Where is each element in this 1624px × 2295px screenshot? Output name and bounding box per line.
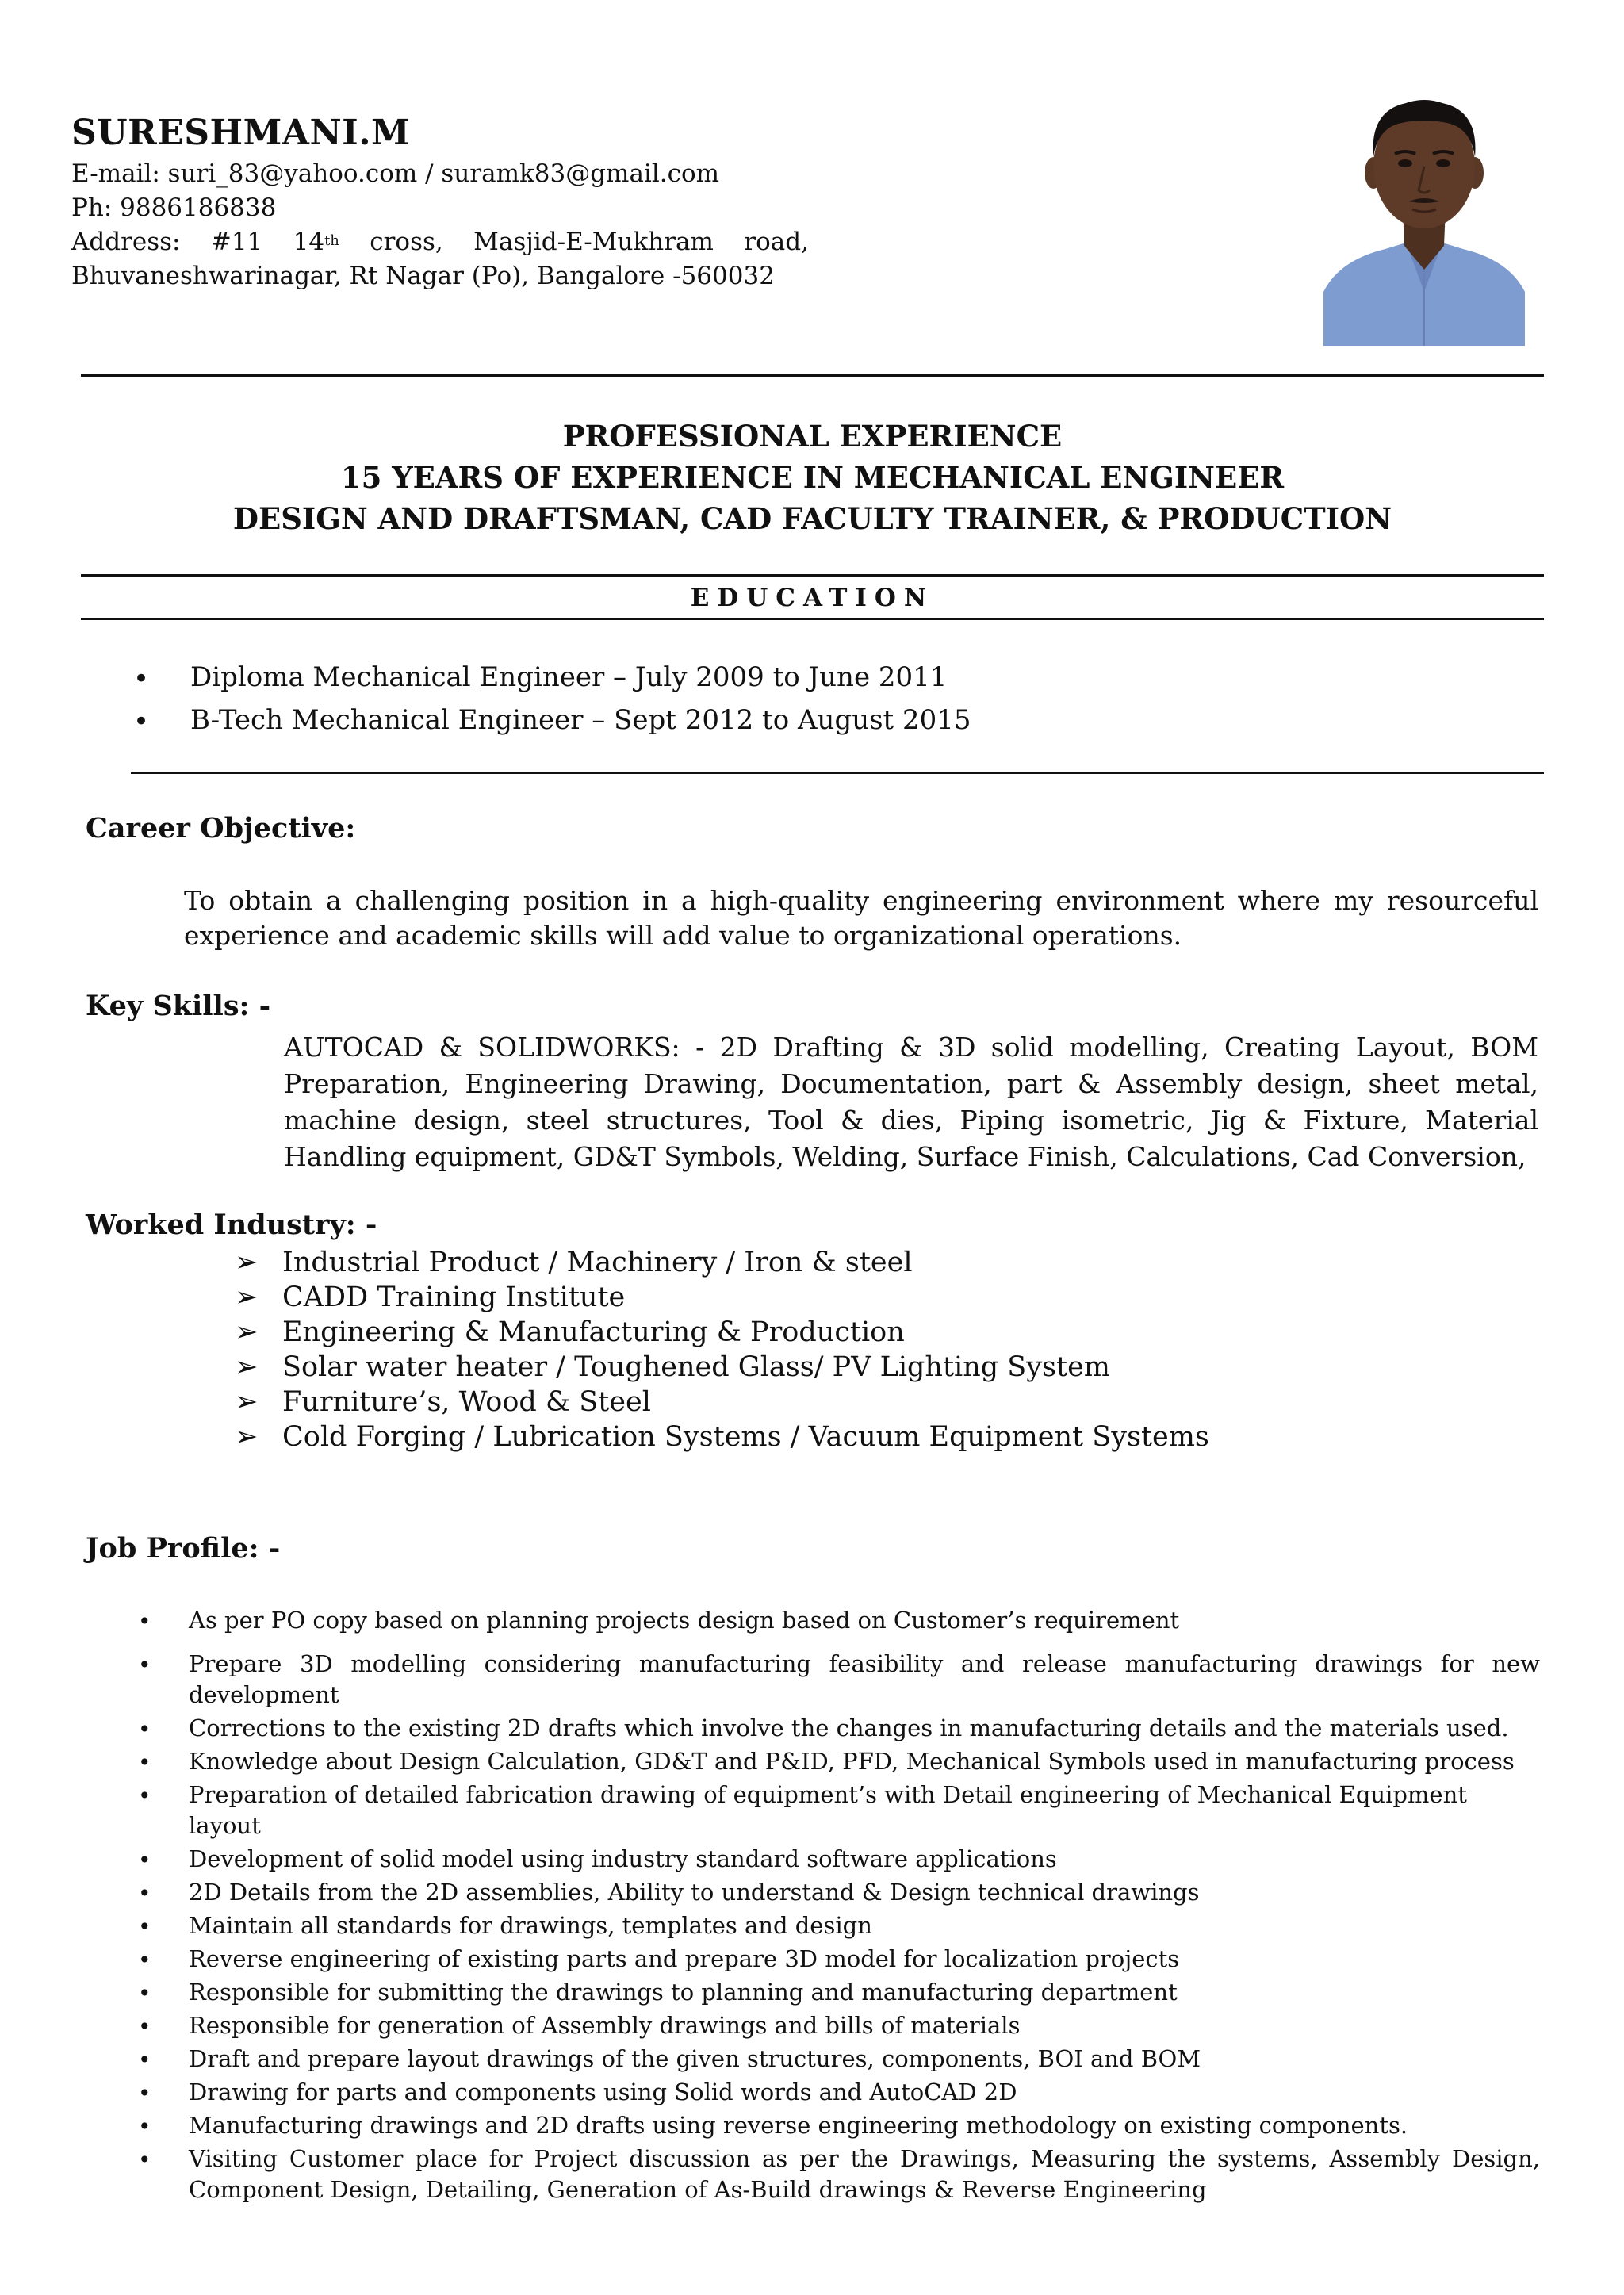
bullet-icon: • (138, 1608, 151, 1634)
career-objective-text: To obtain a challenging position in a high-quality engineering environment where my resourceful experience and academic skills will add value to organizational operations. (184, 885, 1538, 951)
job-item-text: Drawing for parts and components using Solid words and AutoCAD 2D (189, 2079, 1017, 2105)
industry-item-text: Solar water heater / Toughened Glass/ PV Lighting System (282, 1351, 1110, 1383)
email-line: E-mail: suri_83@yahoo.com / suramk83@gmail.com (71, 159, 720, 188)
bullet-icon: • (138, 1652, 151, 1678)
job-item (138, 2144, 1540, 2205)
bullet-icon: • (138, 1914, 151, 1940)
job-item (138, 2110, 1540, 2141)
bullet-icon: • (138, 2047, 151, 2073)
job-item-text: 2D Details from the 2D assemblies, Ability to understand & Design technical drawings (189, 1879, 1200, 1906)
job-item (138, 1649, 1540, 1711)
job-item-text: Visiting Customer place for Project discussion as per the Drawings, Measuring the systems, Assembly Design, Component Design, Detailing, Generation of As-Build drawings & Reverse Engineering (189, 2145, 1540, 2203)
bullet-icon: • (138, 1880, 151, 1906)
career-objective-heading: Career Objective: (86, 812, 356, 845)
arrow-bullet-icon: ➢ (235, 1282, 259, 1313)
worked-industry-heading: Worked Industry: - (86, 1209, 377, 1241)
address-road-word: road, (744, 228, 809, 256)
arrow-bullet-icon: ➢ (235, 1316, 259, 1348)
education-item-text: B-Tech Mechanical Engineer – Sept 2012 to August 2015 (190, 704, 971, 736)
arrow-bullet-icon: ➢ (235, 1351, 259, 1383)
bullet-icon: • (138, 2147, 151, 2173)
address-cross-word: cross, (370, 228, 443, 256)
industry-item-text: Engineering & Manufacturing & Production (282, 1316, 905, 1348)
bullet-icon: • (133, 706, 150, 738)
job-item-text: Responsible for submitting the drawings to planning and manufacturing department (189, 1979, 1178, 2006)
education-top-divider (81, 574, 1544, 577)
job-item (138, 1780, 1540, 1841)
address-label: Address: (71, 228, 181, 256)
address-line-2: Bhuvaneshwarinagar, Rt Nagar (Po), Bangalore -560032 (71, 262, 775, 290)
industry-item-text: Furniture’s, Wood & Steel (282, 1386, 651, 1418)
bullet-icon: • (138, 2113, 151, 2140)
job-item (138, 1910, 1540, 1941)
job-item-text: Development of solid model using industry standard software applications (189, 1845, 1057, 1872)
bullet-icon: • (138, 1947, 151, 1973)
job-profile-list (138, 1605, 1540, 2208)
address-number: #11 (210, 228, 263, 256)
bullet-icon: • (138, 2080, 151, 2106)
key-skills-text: AUTOCAD & SOLIDWORKS: - 2D Drafting & 3D solid modelling, Creating Layout, BOM Preparation, Engineering Drawing, Documentation, part & Assembly design, sheet metal, machine design, steel structures, Tool & dies, Piping isometric, Jig & Fixture, Material Handling equipment, GD&T Symbols, Welding, Surface Finish, Calculations, Cad Conversion, (284, 1032, 1538, 1172)
industry-item-text: Cold Forging / Lubrication Systems / Vacuum Equipment Systems (282, 1421, 1209, 1453)
arrow-bullet-icon: ➢ (235, 1247, 259, 1278)
profile-photo-image (1323, 84, 1525, 346)
job-item (138, 1844, 1540, 1875)
job-item-text: Prepare 3D modelling considering manufacturing feasibility and release manufacturing drawings for new development (189, 1650, 1540, 1708)
education-end-divider (131, 772, 1544, 774)
job-item-text: As per PO copy based on planning projects design based on Customer’s requirement (189, 1607, 1180, 1634)
bullet-icon: • (138, 1783, 151, 1809)
job-item-text: Preparation of detailed fabrication drawing of equipment’s with Detail engineering of Mechanical Equipment layout (189, 1781, 1467, 1839)
job-profile-heading: Job Profile: - (86, 1532, 281, 1565)
job-item-text: Manufacturing drawings and 2D drafts using reverse engineering methodology on existing components. (189, 2112, 1408, 2139)
job-item-text: Draft and prepare layout drawings of the given structures, components, BOI and BOM (189, 2045, 1201, 2072)
address-cross (293, 225, 339, 259)
job-item (138, 1746, 1540, 1777)
professional-experience-block (81, 416, 1544, 539)
job-item-text: Responsible for generation of Assembly drawings and bills of materials (189, 2012, 1021, 2039)
education-bottom-divider (81, 618, 1544, 620)
job-item (138, 1944, 1540, 1975)
phone-line: Ph: 9886186838 (71, 193, 277, 222)
job-item-text: Corrections to the existing 2D drafts which involve the changes in manufacturing details and the materials used. (189, 1715, 1509, 1741)
industry-item-text: CADD Training Institute (282, 1282, 626, 1313)
arrow-bullet-icon: ➢ (235, 1421, 259, 1453)
arrow-bullet-icon: ➢ (235, 1386, 259, 1418)
job-item (138, 2044, 1540, 2075)
job-item (138, 1877, 1540, 1908)
address-cross-number: 14 (293, 228, 325, 256)
job-item-text: Maintain all standards for drawings, templates and design (189, 1912, 872, 1939)
job-item (138, 1977, 1540, 2008)
bullet-icon: • (133, 663, 150, 695)
bullet-icon: • (138, 2013, 151, 2040)
address-road-name: Masjid-E-Mukhram (473, 228, 714, 256)
header-divider (81, 374, 1544, 377)
education-item-text: Diploma Mechanical Engineer – July 2009 to June 2011 (190, 661, 948, 693)
address-line-1 (71, 225, 809, 259)
bullet-icon: • (138, 1980, 151, 2006)
contact-block (71, 157, 817, 293)
key-skills-heading: Key Skills: - (86, 990, 271, 1022)
job-item (138, 2010, 1540, 2041)
bullet-icon: • (138, 1749, 151, 1776)
bullet-icon: • (138, 1716, 151, 1742)
industry-item-text: Industrial Product / Machinery / Iron & steel (282, 1247, 913, 1278)
bullet-icon: • (138, 1847, 151, 1873)
experience-roles-line: DESIGN AND DRAFTSMAN, CAD FACULTY TRAINER, & PRODUCTION (232, 501, 1392, 536)
experience-years-line: 15 YEARS OF EXPERIENCE IN MECHANICAL ENGINEER (340, 460, 1285, 495)
address-cross-suffix: th (324, 232, 339, 249)
job-item-text: Knowledge about Design Calculation, GD&T and P&ID, PFD, Mechanical Symbols used in manufacturing process (189, 1748, 1515, 1775)
professional-experience-title: PROFESSIONAL EXPERIENCE (562, 419, 1063, 454)
profile-photo (1323, 84, 1525, 346)
job-item-text: Reverse engineering of existing parts and prepare 3D model for localization projects (189, 1945, 1180, 1972)
education-title: EDUCATION (690, 584, 935, 612)
job-item (138, 1713, 1540, 1744)
job-item (138, 1605, 1540, 1636)
candidate-name: SURESHMANI.M (71, 113, 411, 153)
job-item (138, 2077, 1540, 2108)
